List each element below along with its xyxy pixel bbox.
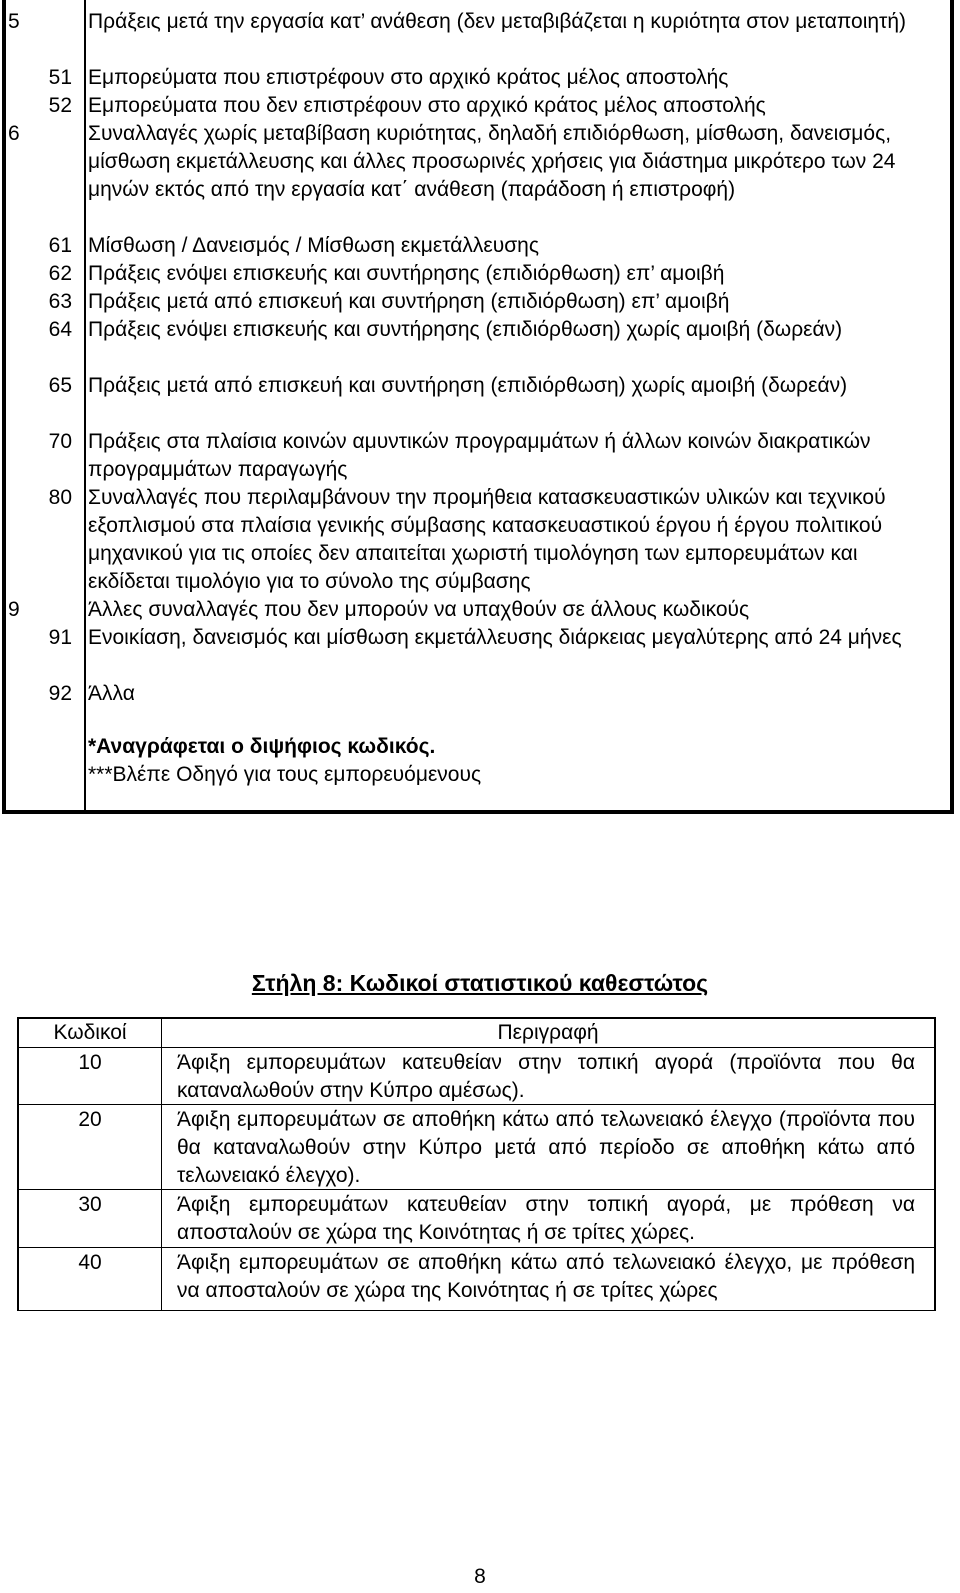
row-description: Εμπορεύματα που δεν επιστρέφουν στο αρχικό κράτος μέλος αποστολής bbox=[88, 94, 766, 117]
row-description: Πράξεις ενόψει επισκευής και συντήρησης (επιδιόρθωση) επ’ αμοιβή bbox=[88, 262, 725, 285]
status-code: 30 bbox=[78, 1193, 102, 1216]
sub-code: 91 bbox=[48, 626, 72, 649]
group-code: 9 bbox=[8, 598, 20, 621]
column-divider bbox=[161, 1019, 162, 1311]
column-divider bbox=[84, 0, 86, 810]
group-code: 5 bbox=[8, 10, 20, 33]
note-guide: ***Βλέπε Οδηγό για τους εμπορευόμενους bbox=[88, 763, 482, 786]
row-description: Ενοικίαση, δανεισμός και μίσθωση εκμετάλλευσης διάρκειας μεγαλύτερης από 24 μήνες bbox=[88, 626, 902, 649]
note-bold: *Αναγράφεται ο διψήφιος κωδικός. bbox=[88, 735, 436, 758]
row-description: Πράξεις μετά από επισκευή και συντήρηση (επιδιόρθωση) χωρίς αμοιβή (δωρεάν) bbox=[88, 374, 848, 397]
statistical-status-table bbox=[17, 1017, 936, 1311]
row-divider bbox=[19, 1189, 934, 1190]
sub-code: 51 bbox=[48, 66, 72, 89]
group-code: 6 bbox=[8, 122, 20, 145]
sub-code: 64 bbox=[48, 318, 72, 341]
section-title: Στήλη 8: Κωδικοί στατιστικού καθεστώτος bbox=[251, 970, 709, 996]
row-description: Συναλλαγές που περιλαμβάνουν την προμήθεια κατασκευαστικών υλικών και τεχνικού εξοπλισμού στα πλαίσια γενικής σύμβασης κατασκευαστικού έργου ή έργου πολιτικού μηχανικού για τις οποίες δεν απαιτείται χωριστή τιμολόγηση των εμπορευμάτων και εκδίδεται τιμολόγιο για το σύνολο της σύμβασης bbox=[88, 486, 886, 593]
status-description: Άφιξη εμπορευμάτων σε αποθήκη κάτω από τελωνειακό έλεγχο (προϊόντα που θα καταναλωθούν στην Κύπρο μετά από περίοδο σε αποθήκη κάτω από τελωνειακό έλεγχο). bbox=[177, 1108, 915, 1187]
row-description: Μίσθωση / Δανεισμός / Μίσθωση εκμετάλλευσης bbox=[88, 234, 539, 257]
row-description: Άλλες συναλλαγές που δεν μπορούν να υπαχθούν σε άλλους κωδικούς bbox=[88, 598, 750, 621]
row-description: Πράξεις μετά την εργασία κατ’ ανάθεση (δεν μεταβιβάζεται η κυριότητα στον μεταποιητή) bbox=[88, 10, 907, 33]
sub-code: 63 bbox=[48, 290, 72, 313]
row-description: Πράξεις ενόψει επισκευής και συντήρησης (επιδιόρθωση) χωρίς αμοιβή (δωρεάν) bbox=[88, 318, 843, 341]
row-divider bbox=[19, 1310, 934, 1311]
sub-code: 52 bbox=[48, 94, 72, 117]
status-code: 20 bbox=[78, 1108, 102, 1131]
status-code: 10 bbox=[78, 1051, 102, 1074]
sub-code: 70 bbox=[48, 430, 72, 453]
page-number: 8 bbox=[474, 1565, 486, 1588]
sub-code: 65 bbox=[48, 374, 72, 397]
status-description: Άφιξη εμπορευμάτων κατευθείαν στην τοπική αγορά, με πρόθεση να αποσταλούν σε χώρα της Κοινότητας ή σε τρίτες χώρες. bbox=[177, 1193, 915, 1244]
sub-code: 92 bbox=[48, 682, 72, 705]
row-description: Εμπορεύματα που επιστρέφουν στο αρχικό κράτος μέλος αποστολής bbox=[88, 66, 729, 89]
status-code: 40 bbox=[78, 1251, 102, 1274]
row-description: Συναλλαγές χωρίς μεταβίβαση κυριότητας, δηλαδή επιδιόρθωση, μίσθωση, δανεισμός, μίσθωση εκμετάλλευσης και άλλες προσωρινές χρήσεις για διάστημα μικρότερο των 24 μηνών εκτός από την εργασία κατ΄ ανάθεση (παράδοση ή επιστροφή) bbox=[88, 122, 896, 201]
status-description: Άφιξη εμπορευμάτων σε αποθήκη κάτω από τελωνειακό έλεγχο, με πρόθεση να αποσταλούν σε χώρα της Κοινότητας ή σε τρίτες χώρες bbox=[177, 1251, 915, 1302]
row-description: Πράξεις μετά από επισκευή και συντήρηση (επιδιόρθωση) επ’ αμοιβή bbox=[88, 290, 730, 313]
row-divider bbox=[19, 1247, 934, 1248]
sub-code: 62 bbox=[48, 262, 72, 285]
sub-code: 80 bbox=[48, 486, 72, 509]
row-divider bbox=[19, 1047, 934, 1048]
header-description: Περιγραφή bbox=[497, 1021, 599, 1044]
sub-code: 61 bbox=[48, 234, 72, 257]
row-description: Άλλα bbox=[88, 682, 135, 705]
header-codes: Κωδικοί bbox=[53, 1021, 127, 1044]
row-description: Πράξεις στα πλαίσια κοινών αμυντικών προγραμμάτων ή άλλων κοινών διακρατικών προγραμμάτων παραγωγής bbox=[88, 430, 871, 481]
row-divider bbox=[19, 1104, 934, 1105]
status-description: Άφιξη εμπορευμάτων κατευθείαν στην τοπική αγορά (προϊόντα που θα καταναλωθούν στην Κύπρο αμέσως). bbox=[177, 1051, 915, 1102]
